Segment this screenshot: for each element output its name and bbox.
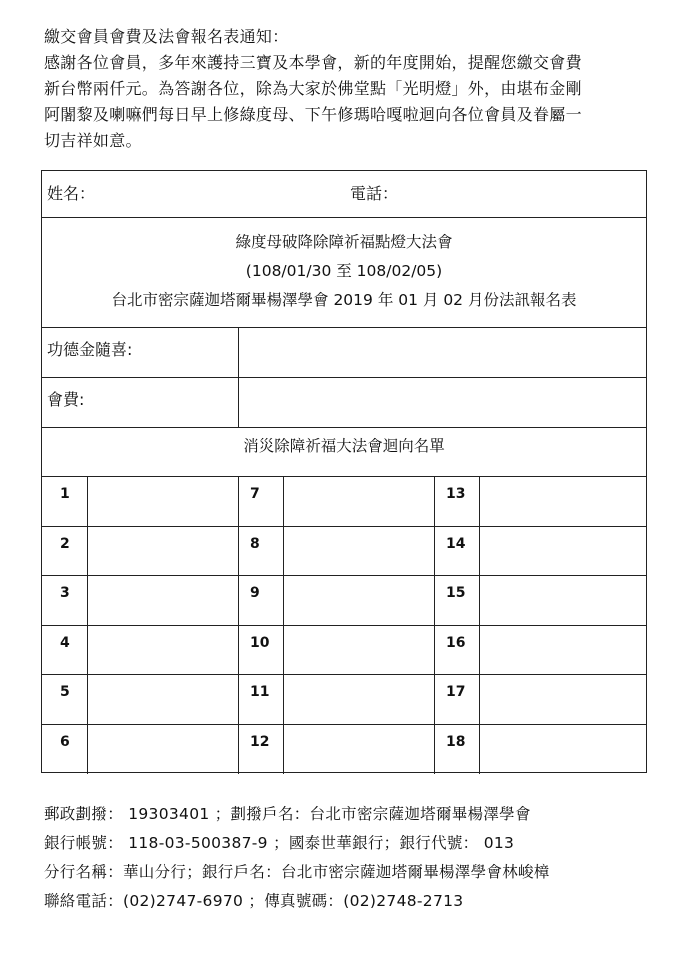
entry-number: 13 xyxy=(446,486,466,502)
entry-number: 8 xyxy=(250,535,260,552)
name-grid-row xyxy=(42,725,646,775)
dedication-name-grid xyxy=(42,477,646,772)
entry-number: 9 xyxy=(250,585,260,601)
notice-line: 感謝各位會員，多年來護持三寶及本學會，新的年度開始，提醒您繳交會費 xyxy=(44,53,582,72)
name-grid-row xyxy=(42,477,646,527)
branch-line: 分行名稱：華山分行；銀行戶名：台北市密宗薩迦塔爾畢楊澤學會林峻樟 xyxy=(44,863,550,881)
notice-heading: 繳交會員會費及法會報名表通知： xyxy=(44,27,289,46)
divider xyxy=(434,725,435,775)
divider xyxy=(434,576,435,625)
donation-field[interactable] xyxy=(239,328,646,377)
name-entry-field[interactable] xyxy=(88,477,237,526)
postal-transfer-line: 郵政劃撥： 19303401 ；劃撥戶名：台北市密宗薩迦塔爾畢楊澤學會 xyxy=(44,805,531,823)
event-organization: 台北市密宗薩迦塔爾畢楊澤學會 2019 年 01 月 02 月份法訊報名表 xyxy=(111,291,577,309)
name-entry-field[interactable] xyxy=(480,626,629,675)
entry-number: 2 xyxy=(60,535,70,552)
fee-field[interactable] xyxy=(239,378,646,427)
name-grid-row xyxy=(42,527,646,577)
entry-number: 4 xyxy=(60,634,70,651)
fee-row xyxy=(42,378,646,428)
name-grid-row xyxy=(42,626,646,676)
divider xyxy=(238,725,239,775)
phone-label: 電話： xyxy=(350,184,399,203)
name-entry-field[interactable] xyxy=(88,725,237,775)
entry-number: 10 xyxy=(250,634,270,651)
name-entry-field[interactable] xyxy=(480,477,629,526)
divider xyxy=(434,626,435,675)
name-entry-field[interactable] xyxy=(88,626,237,675)
list-title-row xyxy=(42,428,646,477)
payment-info xyxy=(44,800,664,916)
notice-text xyxy=(44,24,656,154)
name-entry-field[interactable] xyxy=(284,675,433,724)
entry-number: 1 xyxy=(60,486,70,502)
entry-number: 14 xyxy=(446,535,466,552)
name-phone-row xyxy=(42,171,646,218)
name-grid-row xyxy=(42,675,646,725)
entry-number: 6 xyxy=(60,733,70,750)
event-heading-row xyxy=(42,218,646,328)
name-entry-field[interactable] xyxy=(480,725,629,775)
entry-number: 18 xyxy=(446,733,466,750)
list-title: 消災除障祈福大法會迴向名單 xyxy=(243,437,445,455)
name-label: 姓名： xyxy=(47,184,96,203)
entry-number: 7 xyxy=(250,486,260,502)
name-entry-field[interactable] xyxy=(88,527,237,576)
entry-number: 15 xyxy=(446,585,466,601)
donation-label: 功德金隨喜: xyxy=(47,340,133,359)
name-entry-field[interactable] xyxy=(284,626,433,675)
donation-row xyxy=(42,328,646,378)
notice-line: 阿闍黎及喇嘛們每日早上修綠度母、下午修瑪哈嘎啦迴向各位會員及眷屬一 xyxy=(44,105,582,124)
registration-form xyxy=(41,170,647,773)
name-entry-field[interactable] xyxy=(284,576,433,625)
name-entry-field[interactable] xyxy=(88,675,237,724)
divider xyxy=(434,527,435,576)
contact-line: 聯絡電話：(02)2747-6970 ；傳真號碼：(02)2748-2713 xyxy=(44,892,464,910)
entry-number: 12 xyxy=(250,733,270,750)
bank-account-line: 銀行帳號： 118-03-500387-9 ；國泰世華銀行；銀行代號： 013 xyxy=(44,834,515,852)
divider xyxy=(238,626,239,675)
notice-line: 新台幣兩仟元。為答謝各位，除為大家於佛堂點「光明燈」外，由堪布金剛 xyxy=(44,79,582,98)
divider xyxy=(434,477,435,526)
name-entry-field[interactable] xyxy=(284,477,433,526)
divider xyxy=(238,576,239,625)
fee-label: 會費: xyxy=(47,390,85,409)
divider xyxy=(238,477,239,526)
name-entry-field[interactable] xyxy=(284,527,433,576)
event-title: 綠度母破降除障祈福點燈大法會 xyxy=(235,233,453,251)
divider xyxy=(238,527,239,576)
name-entry-field[interactable] xyxy=(284,725,433,775)
divider xyxy=(434,675,435,724)
name-entry-field[interactable] xyxy=(480,576,629,625)
entry-number: 11 xyxy=(250,684,270,700)
divider xyxy=(238,675,239,724)
name-entry-field[interactable] xyxy=(480,527,629,576)
name-entry-field[interactable] xyxy=(480,675,629,724)
event-dates: (108/01/30 至 108/02/05) xyxy=(245,262,443,280)
entry-number: 5 xyxy=(60,684,70,700)
entry-number: 17 xyxy=(446,684,466,700)
entry-number: 3 xyxy=(60,585,70,601)
name-grid-row xyxy=(42,576,646,626)
notice-line: 切吉祥如意。 xyxy=(44,131,142,150)
entry-number: 16 xyxy=(446,634,466,651)
name-entry-field[interactable] xyxy=(88,576,237,625)
